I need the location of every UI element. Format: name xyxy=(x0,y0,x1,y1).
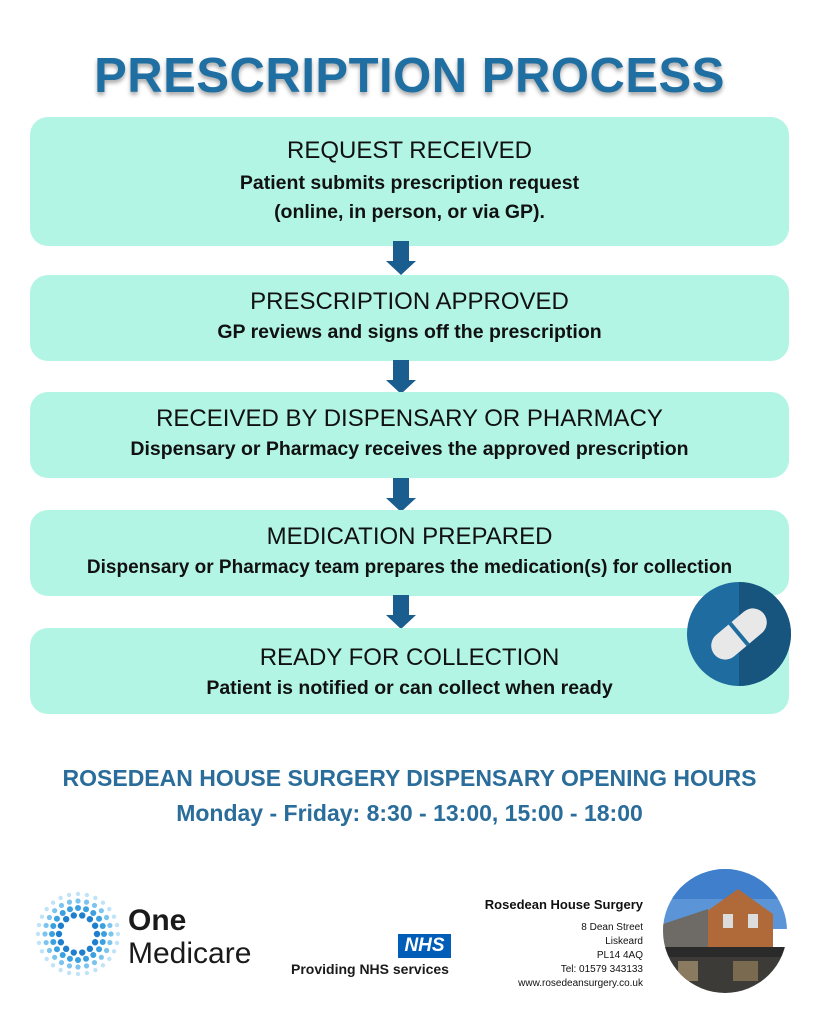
logo-dot xyxy=(92,923,98,929)
logo-dot xyxy=(104,915,109,920)
logo-dot xyxy=(99,955,104,960)
logo-dot xyxy=(67,963,72,968)
step-description: Patient is notified or can collect when ready xyxy=(206,677,613,699)
surgery-name: Rosedean House Surgery xyxy=(484,897,643,912)
one-medicare-line2: Medicare xyxy=(128,937,252,970)
logo-dot xyxy=(37,941,41,945)
logo-dot xyxy=(59,903,64,908)
opening-hours-times: Monday - Friday: 8:30 - 13:00, 15:00 - 18:00 xyxy=(176,800,643,826)
step-ready-for-collection xyxy=(30,628,789,714)
logo-dot xyxy=(52,955,57,960)
logo-dot xyxy=(93,896,97,900)
logo-dot xyxy=(63,946,69,952)
logo-dot xyxy=(84,963,89,968)
arrow-down-icon xyxy=(386,360,416,394)
logo-dot xyxy=(75,898,80,903)
logo-dot xyxy=(67,956,73,962)
step-description: Patient submits prescription request (online, in person, or via GP). xyxy=(239,172,580,223)
one-medicare-line1: One xyxy=(128,904,187,937)
step-medication-prepared xyxy=(30,510,789,596)
logo-dot xyxy=(93,968,97,972)
logo-dot xyxy=(101,931,107,937)
logo-dot xyxy=(67,906,73,912)
address-line: PL14 4AQ xyxy=(596,950,643,961)
logo-dot xyxy=(67,971,71,975)
logo-dot xyxy=(36,932,40,936)
logo-dot xyxy=(107,907,111,911)
address-line: Liskeard xyxy=(605,936,643,947)
logo-dot xyxy=(100,939,106,945)
logo-dot xyxy=(84,900,89,905)
logo-dot xyxy=(76,972,80,976)
logo-dot xyxy=(44,923,49,928)
step-description: Dispensary or Pharmacy team prepares the medication(s) for collection xyxy=(86,557,733,578)
step-heading: REQUEST RECEIVED xyxy=(287,137,532,164)
step-heading: RECEIVED BY DISPENSARY OR PHARMACY xyxy=(156,405,663,432)
logo-dot xyxy=(71,949,77,955)
arrow-down-icon xyxy=(386,241,416,275)
logo-dot xyxy=(104,948,109,953)
step-received-by-dispensary xyxy=(30,392,789,478)
logo-dot xyxy=(52,908,57,913)
logo-dot xyxy=(37,923,41,927)
step-description: GP reviews and signs off the prescription xyxy=(217,321,602,343)
page-title: PRESCRIPTION PROCESS xyxy=(94,49,725,103)
logo-dot xyxy=(44,940,49,945)
one-medicare-wordmark xyxy=(128,904,251,970)
logo-dot xyxy=(90,952,96,958)
logo-dot xyxy=(99,908,104,913)
step-heading: MEDICATION PREPARED xyxy=(266,523,553,550)
pill-icon xyxy=(687,582,791,686)
logo-dot xyxy=(79,949,85,955)
logo-dot xyxy=(79,912,85,918)
address-phone: Tel: 01579 343133 xyxy=(560,964,643,975)
arrow-down-icon xyxy=(386,478,416,512)
logo-dot xyxy=(75,957,81,963)
logo-dot xyxy=(83,956,89,962)
logo-dot xyxy=(51,963,55,967)
arrow-down-icon xyxy=(386,595,416,629)
logo-dot xyxy=(94,931,100,937)
step-heading: PRESCRIPTION APPROVED xyxy=(250,288,569,315)
logo-dot xyxy=(115,923,119,927)
nhs-logo: NHS xyxy=(398,934,451,958)
one-medicare-logo xyxy=(32,888,124,980)
logo-dot xyxy=(40,914,44,918)
logo-dot xyxy=(108,931,113,936)
logo-dot xyxy=(42,931,47,936)
logo-dot xyxy=(50,939,56,945)
logo-dot xyxy=(101,963,105,967)
logo-dot xyxy=(107,957,111,961)
logo-dot xyxy=(47,915,52,920)
logo-dot xyxy=(96,946,102,952)
logo-dot xyxy=(58,939,64,945)
logo-dot xyxy=(87,916,93,922)
step-request-received xyxy=(30,117,789,246)
logo-dot xyxy=(112,949,116,953)
logo-dot xyxy=(115,941,119,945)
step-description: Dispensary or Pharmacy receives the approved prescription xyxy=(130,438,689,460)
logo-dot xyxy=(67,900,72,905)
logo-dot xyxy=(92,960,97,965)
logo-dot xyxy=(85,893,89,897)
logo-dot xyxy=(51,901,55,905)
logo-dot xyxy=(100,923,106,929)
logo-dot xyxy=(83,906,89,912)
logo-dot xyxy=(54,916,60,922)
logo-dot xyxy=(92,903,97,908)
logo-dot xyxy=(75,905,81,911)
logo-dot xyxy=(45,907,49,911)
logo-dot xyxy=(50,923,56,929)
step-heading: READY FOR COLLECTION xyxy=(259,644,560,671)
logo-dot xyxy=(60,952,66,958)
logo-dot xyxy=(90,910,96,916)
logo-dot xyxy=(76,892,80,896)
logo-dot xyxy=(107,940,112,945)
logo-dot xyxy=(85,971,89,975)
opening-hours-heading: ROSEDEAN HOUSE SURGERY DISPENSARY OPENING HOURS xyxy=(62,765,757,791)
logo-dot xyxy=(87,946,93,952)
logo-dot xyxy=(47,948,52,953)
logo-dot xyxy=(71,912,77,918)
logo-dot xyxy=(112,914,116,918)
surgery-address xyxy=(518,921,643,991)
logo-dot xyxy=(59,960,64,965)
logo-dot xyxy=(63,916,69,922)
address-website[interactable]: www.rosedeansurgery.co.uk xyxy=(518,978,643,989)
logo-dot xyxy=(96,916,102,922)
step-prescription-approved xyxy=(30,275,789,361)
logo-dot xyxy=(107,923,112,928)
logo-dot xyxy=(56,931,62,937)
logo-dot xyxy=(67,893,71,897)
logo-dot xyxy=(75,964,80,969)
logo-dot xyxy=(58,896,62,900)
logo-dot xyxy=(45,957,49,961)
logo-dot xyxy=(116,932,120,936)
address-line: 8 Dean Street xyxy=(581,922,643,933)
nhs-tagline: Providing NHS services xyxy=(291,961,449,977)
surgery-photo xyxy=(663,869,787,993)
logo-dot xyxy=(101,901,105,905)
logo-dot xyxy=(92,939,98,945)
logo-dot xyxy=(58,968,62,972)
logo-dot xyxy=(60,910,66,916)
logo-dot xyxy=(54,946,60,952)
logo-dot xyxy=(58,923,64,929)
logo-dot xyxy=(40,949,44,953)
logo-dot xyxy=(49,931,55,937)
